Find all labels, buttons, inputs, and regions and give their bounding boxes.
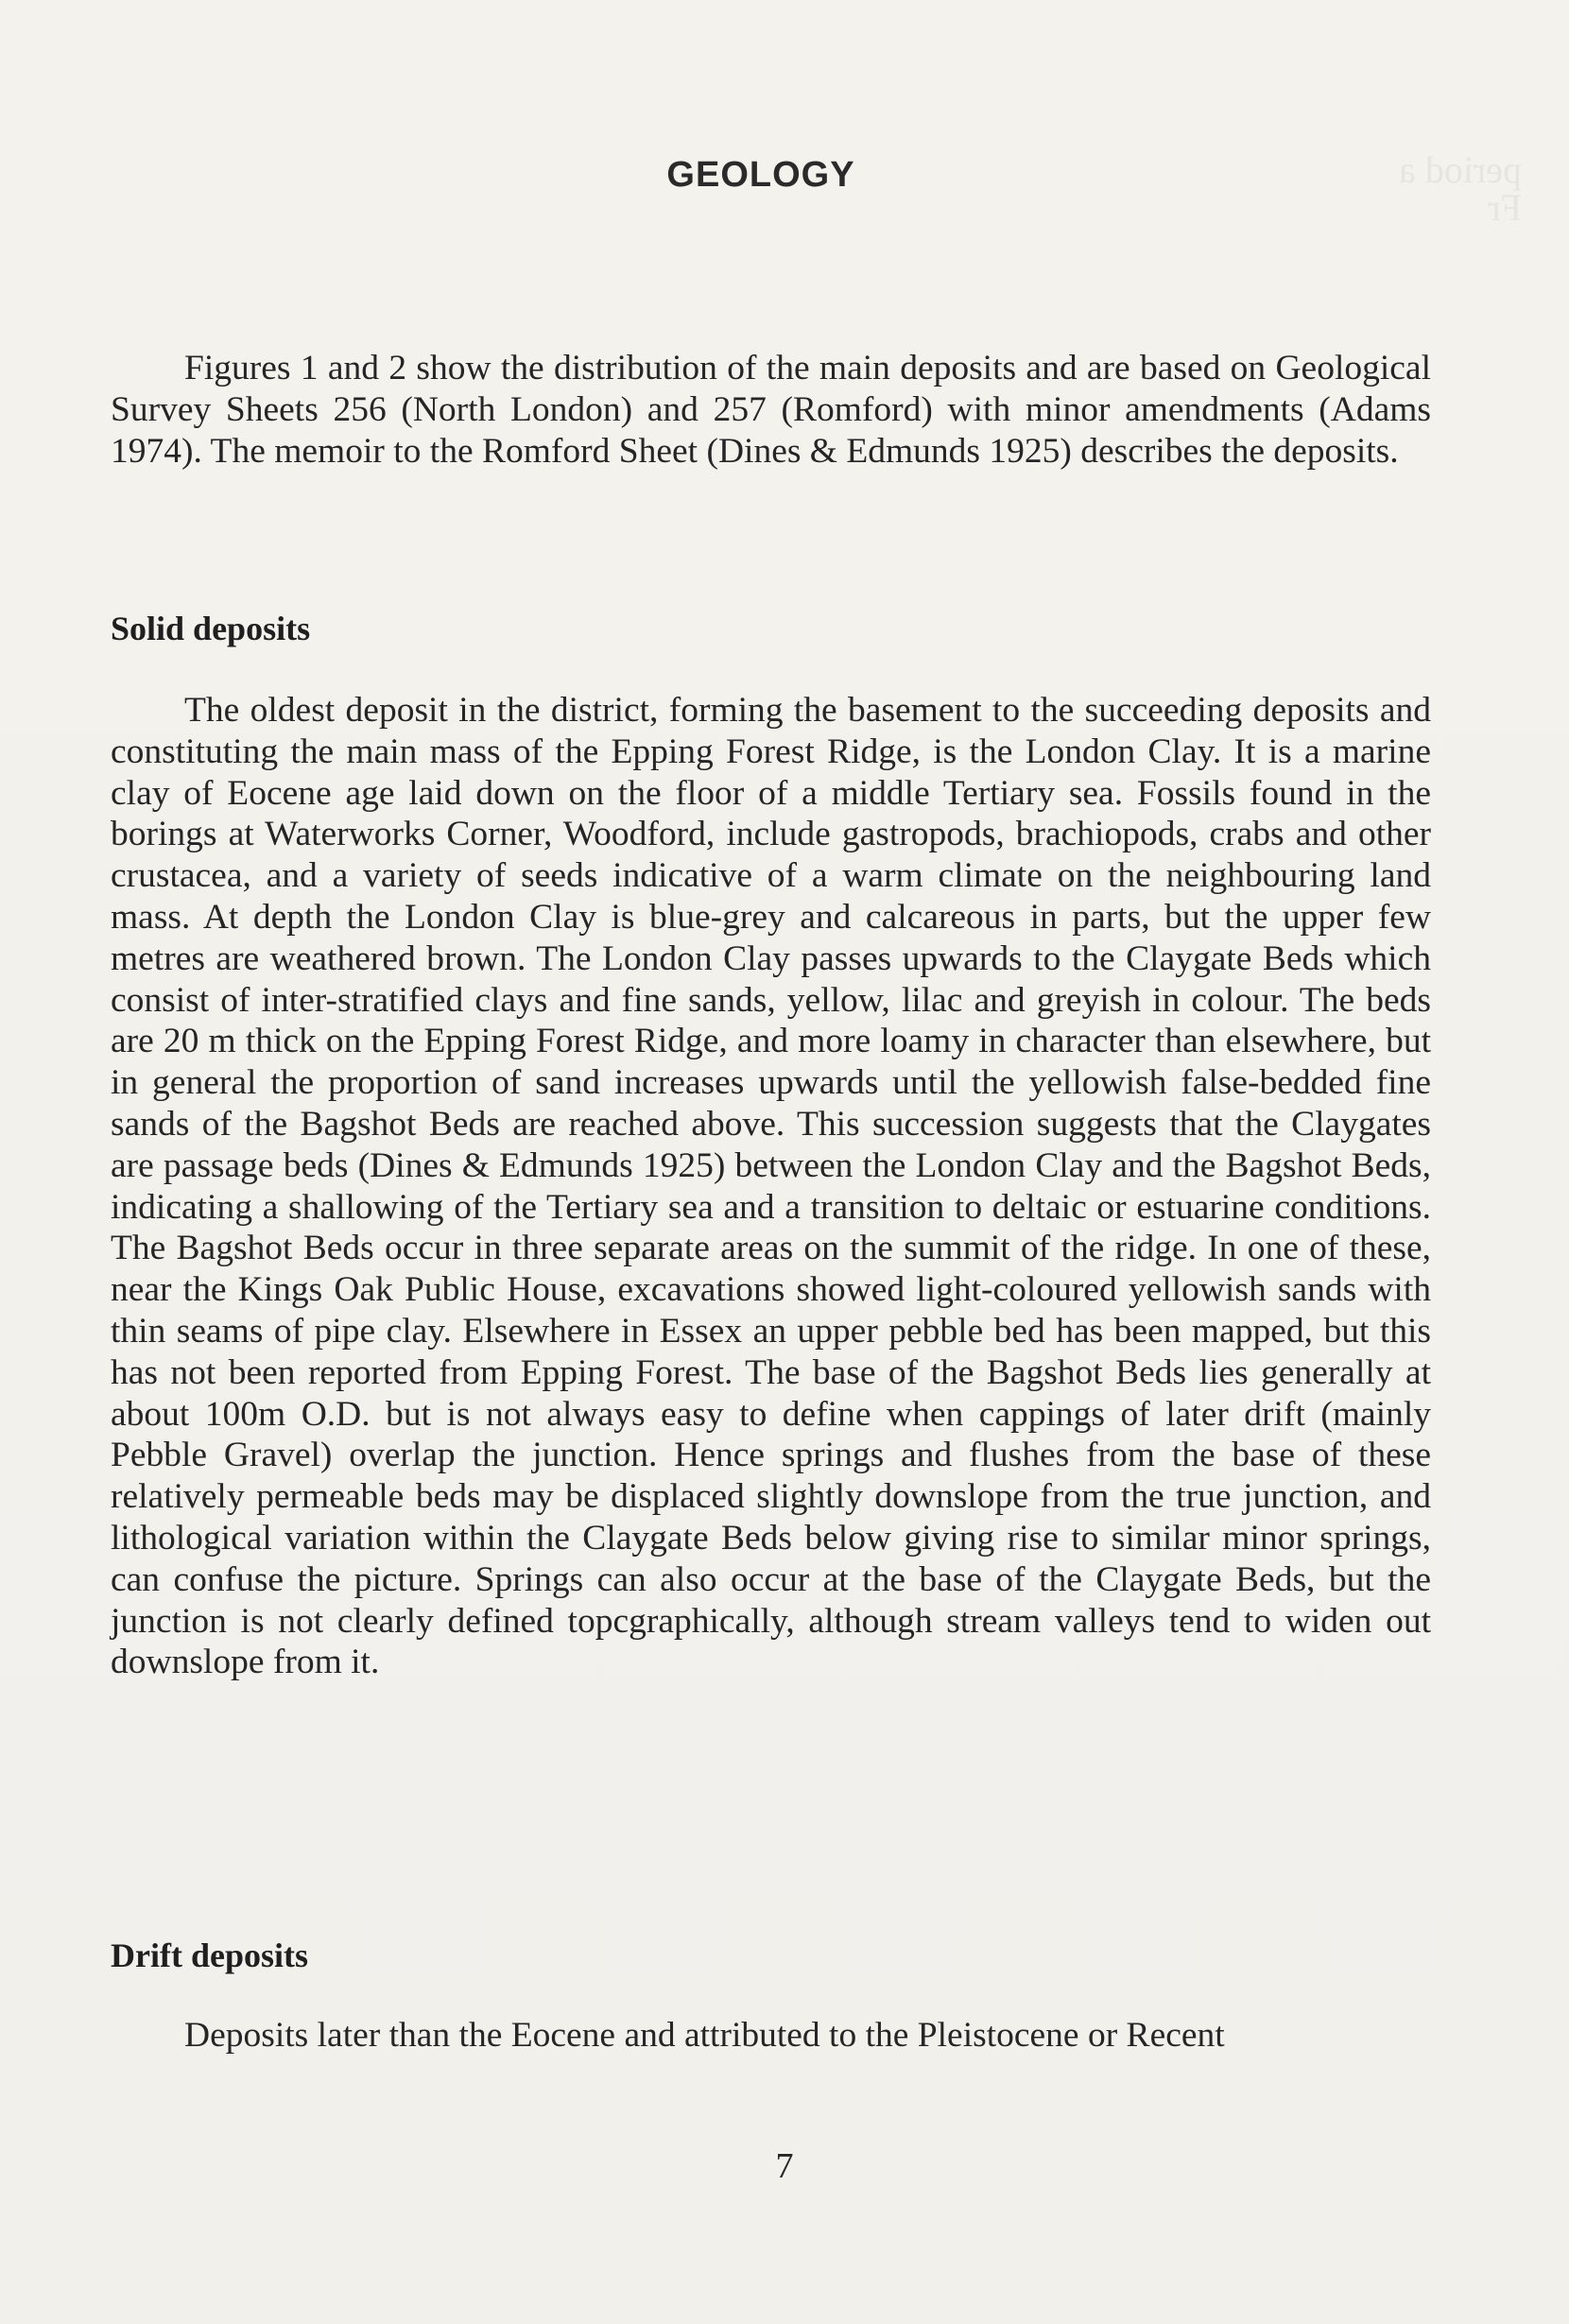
show-through-text: period a Fr (1399, 148, 1522, 229)
solid-deposits-paragraph: The oldest deposit in the district, forming the basement to the succeeding deposits and constituting the main mass of the Epping Forest Ridge, is the London Clay. It is a marine clay of Eocene age laid down on the floor of a middle Tertiary sea. Fossils found in the borings at Waterworks Corner, Woodford, include gastropods, brachiopods, crabs and other crustacea, and a variety of seeds indicative of a warm climate on the neighbouring land mass. At depth the London Clay is blue-grey and calcareous in parts, but the upper few metres are weathered brown. The London Clay passes upwards to the Claygate Beds which consist of inter-stratified clays and fine sands, yellow, lilac and greyish in colour. The beds are 20 m thick on the Epping Forest Ridge, and more loamy in character than elsewhere, but in general the proportion of sand increases upwards until the yellowish false-bedded fine sands of the Bagshot Beds are reached above. This succession suggests that the Claygates are passage beds (Dines & Edmunds 1925) between the London Clay and the Bagshot Beds, indicating a shallowing of the Tertiary sea and a transition to deltaic or estuarine conditions. The Bagshot Beds occur in three separate areas on the summit of the ridge. In one of these, near the Kings Oak Public House, excavations showed light-coloured yellowish sands with thin seams of pipe clay. Elsewhere in Essex an upper pebble bed has been mapped, but this has not been reported from Epping Forest. The base of the Bagshot Beds lies generally at about 100m O.D. but is not always easy to define when cappings of later drift (mainly Pebble Gravel) overlap the junction. Hence springs and flushes from the base of these relatively permeable beds may be displaced slightly downslope from the true junction, and lithological variation within the Claygate Beds below giving rise to similar minor springs, can confuse the picture. Springs can also occur at the base of the Claygate Beds, but the junction is not clearly defined topcgraphically, although stream valleys tend to widen out downslope from it. (111, 691, 1431, 1682)
drift-deposits-heading: Drift deposits (111, 1937, 308, 1974)
intro-paragraph: Figures 1 and 2 show the distribution of the main deposits and are based on Geological Survey Sheets 256 (North London) and 257 (Romford) with minor amendments (Adams 1974). The memoir to the Romford Sheet (Dines & Edmunds 1925) describes the deposits. (111, 349, 1431, 471)
page-title: GEOLOGY (666, 155, 855, 195)
drift-deposits-paragraph: Deposits later than the Eocene and attributed to the Pleistocene or Recent (184, 2016, 1225, 2055)
page-number: 7 (775, 2146, 794, 2186)
solid-deposits-heading: Solid deposits (111, 610, 311, 647)
